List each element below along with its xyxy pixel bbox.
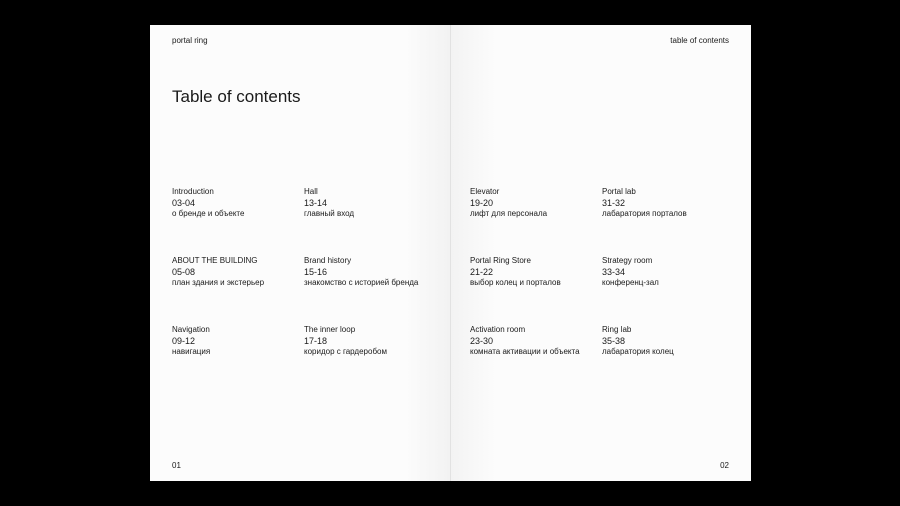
running-head-left: portal ring — [172, 36, 208, 45]
toc-entry-name: Navigation — [172, 325, 210, 334]
toc-entry-name: The inner loop — [304, 325, 356, 334]
right-page — [451, 25, 751, 481]
toc-entry — [602, 256, 737, 288]
toc-entry — [602, 187, 737, 219]
page-number-left: 01 — [172, 461, 181, 470]
toc-entry-name: ABOUT THE BUILDING — [172, 256, 258, 265]
toc-entry-name: Elevator — [470, 187, 500, 196]
toc-entry-pages: 09-12 — [172, 335, 196, 346]
toc-entry-name: Brand history — [304, 256, 352, 265]
booklet-spread — [150, 25, 751, 481]
toc-entry-desc: коридор с гардеробом — [304, 346, 387, 356]
toc-entry-pages: 35-38 — [602, 335, 626, 346]
toc-entry-pages: 33-34 — [602, 266, 626, 277]
toc-entry-pages: 31-32 — [602, 197, 626, 208]
running-head-right: table of contents — [670, 36, 729, 45]
toc-entry-desc: главный вход — [304, 208, 355, 218]
toc-entry-pages: 21-22 — [470, 266, 494, 277]
toc-entry-pages: 03-04 — [172, 197, 196, 208]
toc-entry — [470, 187, 605, 219]
toc-entry-pages: 17-18 — [304, 335, 328, 346]
toc-entry-pages: 05-08 — [172, 266, 196, 277]
toc-entry — [304, 187, 439, 219]
toc-entry — [172, 325, 307, 357]
toc-entry-desc: лифт для персонала — [470, 208, 548, 218]
toc-entry-name: Activation room — [470, 325, 526, 334]
toc-entry-name: Portal lab — [602, 187, 636, 196]
toc-entry-desc: знакомство с историей бренда — [304, 277, 419, 287]
toc-entry-name: Introduction — [172, 187, 214, 196]
toc-entry-pages: 23-30 — [470, 335, 494, 346]
toc-entry-desc: лабаратория колец — [602, 346, 674, 356]
toc-entry-desc: выбор колец и порталов — [470, 277, 561, 287]
toc-entry — [470, 325, 605, 357]
toc-entry — [304, 256, 439, 288]
toc-entry-desc: конференц-зал — [602, 277, 659, 287]
toc-entry-name: Portal Ring Store — [470, 256, 531, 265]
toc-entry-pages: 13-14 — [304, 197, 328, 208]
toc-entry — [602, 325, 737, 357]
toc-entry-pages: 19-20 — [470, 197, 494, 208]
toc-entry-desc: о бренде и объекте — [172, 208, 245, 218]
toc-entry-name: Ring lab — [602, 325, 632, 334]
toc-entry-desc: лабаратория порталов — [602, 208, 687, 218]
page-title: Table of contents — [172, 87, 301, 106]
toc-entry-pages: 15-16 — [304, 266, 328, 277]
toc-entry-desc: план здания и экстерьер — [172, 277, 265, 287]
toc-entry-name: Hall — [304, 187, 318, 196]
toc-entry-desc: навигация — [172, 346, 211, 356]
page-number-right: 02 — [720, 461, 729, 470]
toc-entry — [470, 256, 605, 288]
toc-entry — [172, 187, 307, 219]
left-page — [150, 25, 450, 481]
toc-entry-desc: комната активации и объекта — [470, 346, 580, 356]
toc-entry — [172, 256, 307, 288]
toc-entry — [304, 325, 439, 357]
toc-entry-name: Strategy room — [602, 256, 653, 265]
